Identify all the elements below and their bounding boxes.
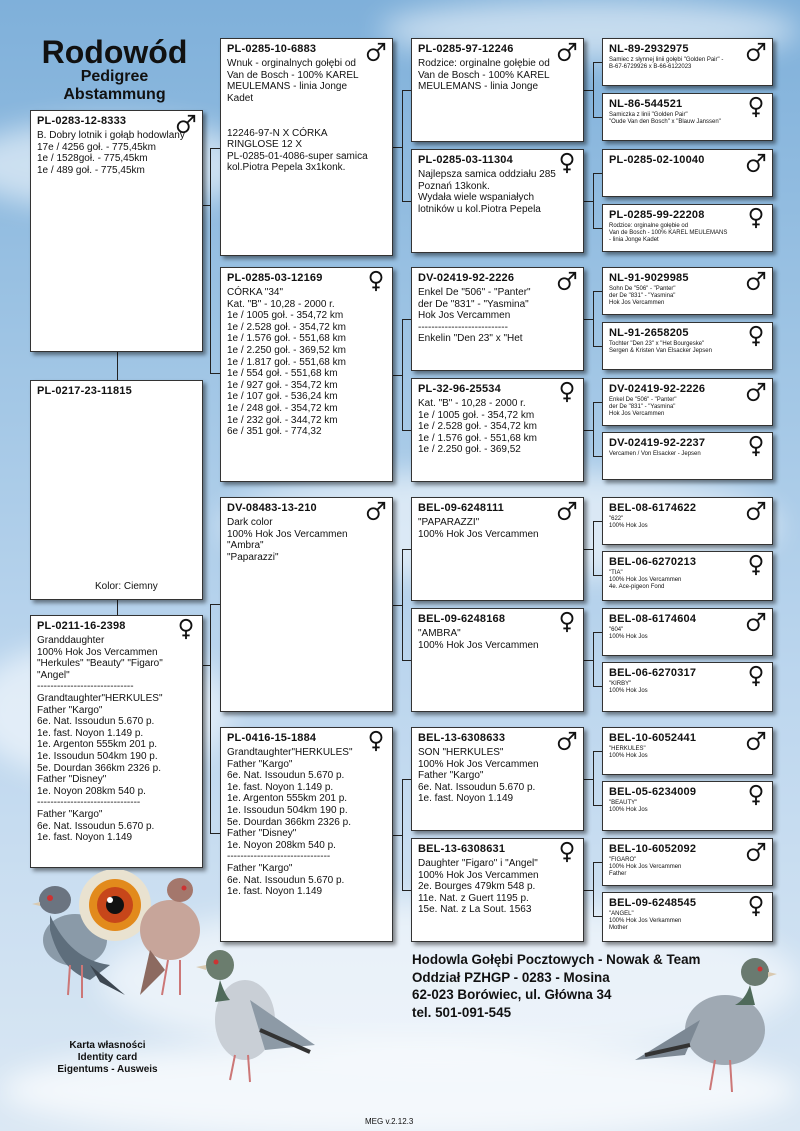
connector-line xyxy=(584,890,593,891)
great-grandparent-card xyxy=(602,38,773,86)
ring-number: PL-0285-10-6883 xyxy=(227,43,317,55)
connector-line xyxy=(593,632,594,686)
great-grandparent-card xyxy=(602,551,773,601)
great-grandparent-card xyxy=(602,93,773,141)
ring-number: NL-89-2932975 xyxy=(609,43,689,55)
ring-number: PL-0217-23-11815 xyxy=(37,385,132,397)
connector-line xyxy=(402,201,411,202)
connector-line xyxy=(402,890,411,891)
identity-card-caption xyxy=(30,1040,185,1076)
ring-number: BEL-09-6248111 xyxy=(418,502,504,514)
pigeon-description: "622" 100% Hok Jos xyxy=(609,516,648,529)
grandparent-card xyxy=(411,497,584,601)
connector-line xyxy=(593,62,594,117)
connector-line xyxy=(393,605,402,606)
female-symbol-icon xyxy=(556,611,578,633)
connector-line xyxy=(402,549,403,660)
connector-line xyxy=(584,779,593,780)
female-symbol-icon xyxy=(175,618,197,640)
grandparent-card xyxy=(411,267,584,371)
connector-line xyxy=(593,402,602,403)
connector-line xyxy=(593,686,602,687)
ring-number: BEL-09-6248545 xyxy=(609,897,697,909)
male-symbol-icon xyxy=(745,41,767,63)
connector-line xyxy=(402,660,411,661)
pigeon-description: "KIRBY" 100% Hok Jos xyxy=(609,681,648,694)
breeder-contact xyxy=(412,951,700,1021)
grandparent-card xyxy=(411,38,584,142)
male-symbol-icon xyxy=(745,152,767,174)
connector-line xyxy=(593,228,602,229)
ring-number: DV-02419-92-2237 xyxy=(609,437,706,449)
connector-line xyxy=(117,352,118,380)
ring-number: PL-0285-02-10040 xyxy=(609,154,705,166)
pigeon-description: "ANGEL" 100% Hok Jos Verkammen Mother xyxy=(609,911,682,931)
grandparent-card xyxy=(411,378,584,482)
connector-line xyxy=(393,375,402,376)
connector-line xyxy=(584,90,593,91)
ring-number: BEL-05-6234009 xyxy=(609,786,697,798)
connector-line xyxy=(593,346,602,347)
connector-line xyxy=(117,600,118,615)
connector-line xyxy=(210,604,211,834)
connector-line xyxy=(584,319,593,320)
male-symbol-icon xyxy=(745,500,767,522)
connector-line xyxy=(210,148,211,374)
female-symbol-icon xyxy=(745,325,767,347)
ring-number: PL-32-96-25534 xyxy=(418,383,501,395)
grandparent-card xyxy=(411,838,584,942)
pigeon-description: Grandtaughter"HERKULES" Father "Kargo" 6e. Nat. Issoudun 5.670 p. 1e. fast. Noyon 1.149 p. 1e. Argenton 555km 201 p. 1e. Issoudun 504km 190 p. 5e. Dourdan 366km 2326 p. Father "Disney" 1e. Noyon 208km 540 p. ------------------------------- Father "Kargo" 6e. Nat. Issoudun 5.670 p. 1e. fast. Noyon 1.149 xyxy=(227,747,353,898)
pigeon-description: Rodzice: orginalne gołębie od Van de Bosch - 100% KAREL MEULEMANS - linia Jonge Kadet xyxy=(609,223,728,243)
male-symbol-icon xyxy=(556,41,578,63)
connector-line xyxy=(393,147,402,148)
connector-line xyxy=(402,90,411,91)
connector-line xyxy=(593,456,602,457)
ring-number: DV-02419-92-2226 xyxy=(609,383,706,395)
pigeon-description: Samiec z słynnej linii gołębi "Golden Pair" - B-67-6729926 x B-66-6122023 xyxy=(609,57,724,70)
pigeon-description: Enkel De "506" - "Panter" der De "831" - "Yasmina" Hok Jos Vercammen xyxy=(609,397,677,417)
connector-line xyxy=(584,430,593,431)
pigeon-description: B. Dobry lotnik i gołąb hodowlany 17e / 4256 goł. - 775,45km 1e / 1528goł. - 775,45km 1e / 489 goł. - 775,45km xyxy=(37,130,185,176)
great-grandparent-card xyxy=(602,608,773,656)
great-grandparent-card xyxy=(602,892,773,942)
title-main: Rodowód xyxy=(41,34,188,70)
ring-number: PL-0283-12-8333 xyxy=(37,115,127,127)
male-symbol-icon xyxy=(745,841,767,863)
pigeon-description: "AMBRA" 100% Hok Jos Vercammen xyxy=(418,628,539,651)
male-symbol-icon xyxy=(745,730,767,752)
female-symbol-icon xyxy=(365,270,387,292)
connector-line xyxy=(593,575,602,576)
great-grandparent-card xyxy=(602,838,773,886)
connector-line xyxy=(210,833,220,834)
connector-line xyxy=(593,751,594,805)
connector-line xyxy=(402,319,403,430)
male-symbol-icon xyxy=(745,611,767,633)
parent-card xyxy=(220,497,393,712)
connector-line xyxy=(593,291,594,346)
parent-card xyxy=(220,38,393,256)
connector-line xyxy=(593,62,602,63)
great-grandparent-card xyxy=(602,149,773,197)
pigeon-description: "PAPARAZZI" 100% Hok Jos Vercammen xyxy=(418,517,539,540)
male-symbol-icon xyxy=(556,270,578,292)
female-symbol-icon xyxy=(556,381,578,403)
pigeon-description: Tochter "Den 23" x "Het Bourgeske" Sergen & Kristen Van Elsacker Jepsen xyxy=(609,341,712,354)
female-symbol-icon xyxy=(556,841,578,863)
pigeon-description: Enkel De "506" - "Panter" der De "831" - "Yasmina" Hok Jos Vercammen --------------------------- Enkelin "Den 23" x "Het xyxy=(418,287,531,345)
caption-line: Karta własności xyxy=(69,1040,146,1051)
great-grandparent-card xyxy=(602,727,773,775)
connector-line xyxy=(584,201,593,202)
connector-line xyxy=(593,805,602,806)
connector-line xyxy=(593,862,602,863)
pigeon-description: Vercamen / Von Elsacker - Jepsen xyxy=(609,451,701,457)
connector-line xyxy=(593,117,602,118)
connector-line xyxy=(402,779,411,780)
ring-number: BEL-09-6248168 xyxy=(418,613,506,625)
connector-line xyxy=(593,751,602,752)
parent-card xyxy=(220,727,393,942)
connector-line xyxy=(402,90,403,201)
connector-line xyxy=(393,835,402,836)
version-label: MEG v.2.12.3 xyxy=(365,1117,414,1126)
great-grandparent-card xyxy=(602,204,773,252)
great-grandparent-card xyxy=(602,497,773,545)
connector-line xyxy=(584,660,593,661)
male-symbol-icon xyxy=(365,41,387,63)
pigeon-description: "TIA" 100% Hok Jos Vercammen 4e. Ace-pigeon Fond xyxy=(609,570,682,590)
parent-card xyxy=(220,267,393,482)
ring-number: BEL-06-6270213 xyxy=(609,556,697,568)
pigeon-description: CÓRKA "34" Kat. "B" - 10,28 - 2000 r. 1e / 1005 goł. - 354,72 km 1e / 2.528 goł. - 354,72 km 1e / 1.576 goł. - 551,68 km 1e / 2.250 goł. - 369,52 km 1e / 1.817 goł. - 551,68 km 1e / 554 goł. - 551,68 km 1e / 927 goł. - 354,72 km 1e / 107 goł. - 536,24 km 1e / 248 goł. - 354,72 km 1e / 232 goł. - 344,72 km 6e / 351 goł. - 774,32 xyxy=(227,287,346,438)
pigeon-description: SON "HERKULES" 100% Hok Jos Vercammen Father "Kargo" 6e. Nat. Issoudun 5.670 p. 1e. fast. Noyon 1.149 xyxy=(418,747,539,805)
pigeon-description: Rodzice: orginalne gołębie od Van de Bosch - 100% KAREL MEULEMANS - linia Jonge xyxy=(418,58,550,93)
female-symbol-icon xyxy=(556,152,578,174)
connector-line xyxy=(593,521,602,522)
great-grandparent-card xyxy=(602,267,773,315)
connector-line xyxy=(402,319,411,320)
female-symbol-icon xyxy=(745,665,767,687)
pigeon-description: "604" 100% Hok Jos xyxy=(609,627,648,640)
ring-number: BEL-10-6052441 xyxy=(609,732,697,744)
pigeon-description: "BEAUTY" 100% Hok Jos xyxy=(609,800,648,813)
female-symbol-icon xyxy=(365,730,387,752)
connector-line xyxy=(593,862,594,916)
contact-line: Oddział PZHGP - 0283 - Mosina xyxy=(412,969,610,985)
color-label: Kolor: Ciemny xyxy=(95,581,158,592)
connector-line xyxy=(593,402,594,456)
connector-line xyxy=(593,173,594,228)
ring-number: PL-0416-15-1884 xyxy=(227,732,317,744)
ring-number: PL-0285-97-12246 xyxy=(418,43,514,55)
female-symbol-icon xyxy=(745,96,767,118)
connector-line xyxy=(584,549,593,550)
male-symbol-icon xyxy=(556,500,578,522)
title-german: Abstammung xyxy=(63,86,166,103)
ring-number: BEL-08-6174604 xyxy=(609,613,697,625)
connector-line xyxy=(593,521,594,575)
pigeon-description: Dark color 100% Hok Jos Vercammen "Ambra" "Paparazzi" xyxy=(227,517,348,563)
ring-number: DV-08483-13-210 xyxy=(227,502,317,514)
great-grandparent-card xyxy=(602,781,773,831)
connector-line xyxy=(402,430,411,431)
female-symbol-icon xyxy=(745,435,767,457)
contact-line: 62-023 Borówiec, ul. Główna 34 xyxy=(412,987,612,1002)
male-symbol-icon xyxy=(365,500,387,522)
connector-line xyxy=(593,291,602,292)
great-grandparent-card xyxy=(602,378,773,426)
male-symbol-icon xyxy=(745,381,767,403)
pigeon-description: Daughter "Figaro" i "Angel" 100% Hok Jos Vercammen 2e. Bourges 479km 548 p. 11e. Nat. z Guert 1195 p. 15e. Nat. z La Sout. 1563 xyxy=(418,858,539,916)
ring-number: PL-0285-99-22208 xyxy=(609,209,705,221)
female-symbol-icon xyxy=(745,207,767,229)
pigeon-description: Granddaughter 100% Hok Jos Vercammen "Herkules" "Beauty" "Figaro" "Angel" ----------------------------- Grandtaughter"HERKULES" Father "Kargo" 6e. Nat. Issoudun 5.670 p. 1e. fast. Noyon 1.149 p. 1e. Argenton 555km 201 p. 1e. Issoudun 504km 190 p. 5e. Dourdan 366km 2326 p. Father "Disney" 1e. Noyon 208km 540 p. ------------------------------- Father "Kargo" 6e. Nat. Issoudun 5.670 p. 1e. fast. Noyon 1.149 xyxy=(37,635,163,844)
ring-number: DV-02419-92-2226 xyxy=(418,272,515,284)
ring-number: PL-0211-16-2398 xyxy=(37,620,126,632)
pigeon-description: "FIGARO" 100% Hok Jos Vercammen Father xyxy=(609,857,682,877)
female-symbol-icon xyxy=(745,554,767,576)
pigeon-description: Wnuk - orginalnych gołębi od Van de Bosch - 100% KAREL MEULEMANS - linia Jonge Kadet 12246-97-N X CÓRKA RINGLOSE 12 X PL-0285-01-4086-super samica kol.Piotra Pepela 3x1konk. xyxy=(227,58,368,174)
connector-line xyxy=(210,148,220,149)
female-symbol-icon xyxy=(745,895,767,917)
connector-line xyxy=(593,173,602,174)
pigeon-description: "HERKULES" 100% Hok Jos xyxy=(609,746,648,759)
ring-number: BEL-06-6270317 xyxy=(609,667,697,679)
dam-card xyxy=(30,615,203,868)
pedigree-title xyxy=(22,36,207,104)
contact-phone: tel. 501-091-545 xyxy=(412,1004,512,1020)
great-grandparent-card xyxy=(602,322,773,370)
ring-number: PL-0285-03-11304 xyxy=(418,154,513,166)
pigeon-description: Sohn De "506" - "Panter" der De "831" - "Yasmina" Hok Jos Vercammen xyxy=(609,286,676,306)
connector-line xyxy=(593,632,602,633)
ring-number: BEL-13-6308633 xyxy=(418,732,506,744)
ring-number: BEL-10-6052092 xyxy=(609,843,697,855)
caption-line: Eigentums - Ausweis xyxy=(57,1064,158,1075)
contact-line: Hodowla Gołębi Pocztowych - Nowak & Team xyxy=(412,952,701,967)
pigeon-eye-illustration xyxy=(30,870,205,1030)
ring-number: BEL-08-6174622 xyxy=(609,502,697,514)
subject-card xyxy=(30,110,203,352)
grandparent-card xyxy=(411,727,584,831)
connector-line xyxy=(210,604,220,605)
pigeon-description: Samiczka z linii "Golden Pair" "Oude Van den Bosch" x "Blauw Janssen" xyxy=(609,112,721,125)
connector-line xyxy=(593,916,602,917)
great-grandparent-card xyxy=(602,662,773,712)
ring-number: BEL-13-6308631 xyxy=(418,843,506,855)
connector-line xyxy=(402,779,403,890)
middle-card xyxy=(30,380,203,600)
ring-number: PL-0285-03-12169 xyxy=(227,272,323,284)
grandparent-card xyxy=(411,608,584,712)
male-symbol-icon xyxy=(745,270,767,292)
title-english: Pedigree xyxy=(80,68,149,85)
male-symbol-icon xyxy=(556,730,578,752)
pigeon-description: Kat. "B" - 10,28 - 2000 r. 1e / 1005 goł. - 354,72 km 1e / 2.528 goł. - 354,72 km 1e / 1.576 goł. - 551,68 km 1e / 2.250 goł. - 369,52 xyxy=(418,398,537,456)
caption-line: Identity card xyxy=(77,1052,138,1063)
female-symbol-icon xyxy=(745,784,767,806)
pigeon-illustration-left xyxy=(190,940,320,1090)
grandparent-card xyxy=(411,149,584,253)
ring-number: NL-91-2658205 xyxy=(609,327,689,339)
connector-line xyxy=(402,549,411,550)
great-grandparent-card xyxy=(602,432,773,480)
ring-number: NL-91-9029985 xyxy=(609,272,689,284)
connector-line xyxy=(210,373,220,374)
pigeon-description: Najlepsza samica oddziału 285 Poznań 13konk. Wydała wiele wspaniałych lotników u kol.Piotra Pepela xyxy=(418,169,556,215)
male-symbol-icon xyxy=(175,113,197,135)
ring-number: NL-86-544521 xyxy=(609,98,683,110)
